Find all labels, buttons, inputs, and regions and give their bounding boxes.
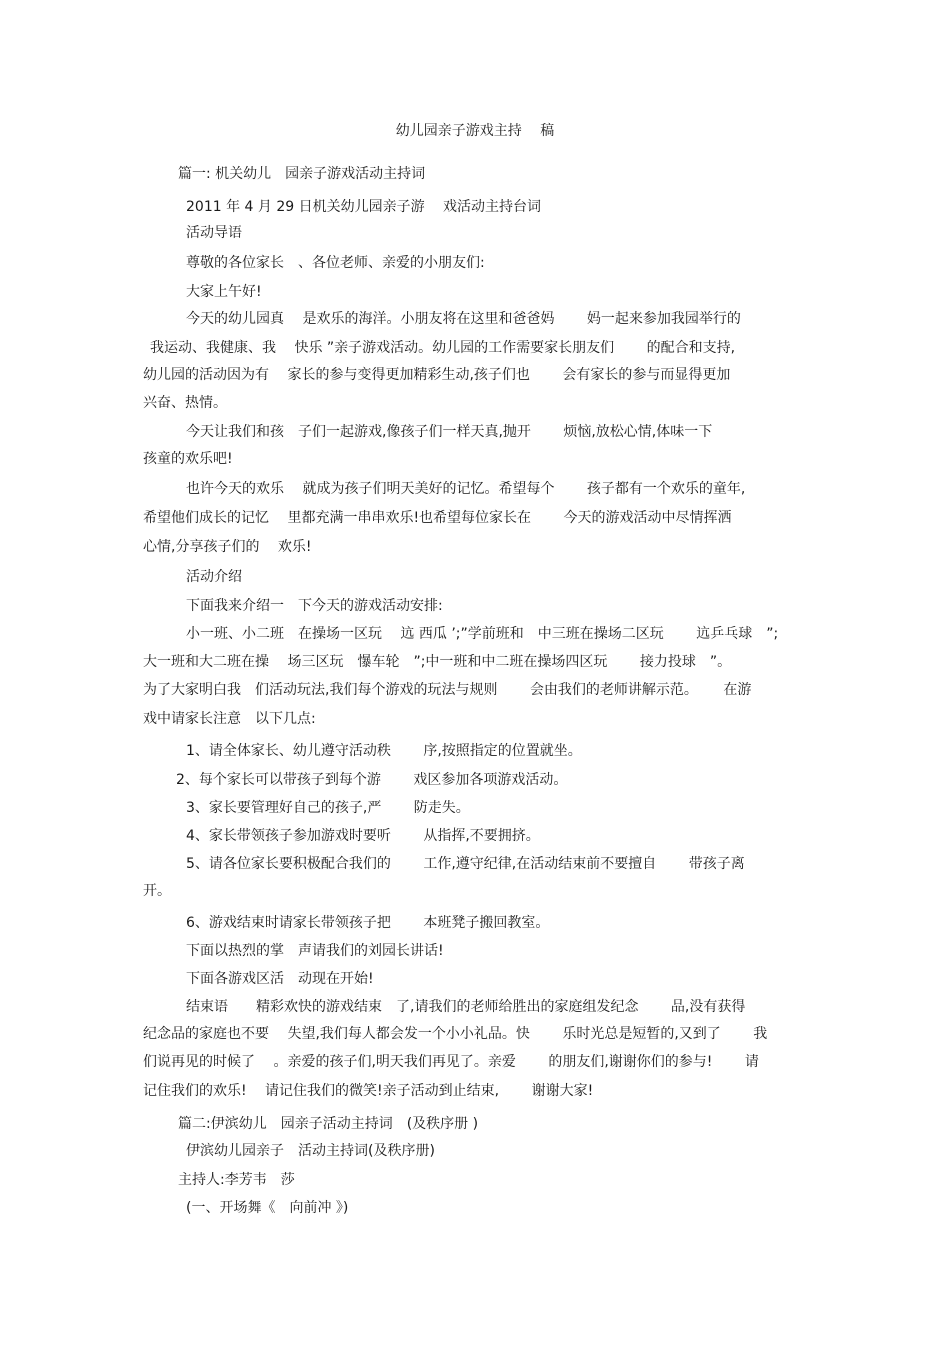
text-line: 今天的幼儿园真 是欢乐的海洋。小朋友将在这里和爸爸妈 妈一起来参加我园举行的	[186, 311, 741, 327]
text-line: 大家上午好!	[186, 284, 262, 300]
text-line: 今天让我们和孩 子们一起游戏,像孩子们一样天真,抛开 烦恼,放松心情,体味一下	[186, 424, 713, 440]
text-line: 我运动、我健康、我 快乐 ”亲子游戏活动。幼儿园的工作需要家长朋友们 的配合和支持,	[150, 340, 736, 356]
subheading-intro: 活动导语	[186, 225, 242, 241]
text-line: 幼儿园的活动因为有 家长的参与变得更加精彩生动,孩子们也 会有家长的参与而显得更加	[143, 367, 731, 383]
text-line: 伊滨幼儿园亲子 活动主持词(及秩序册)	[186, 1143, 435, 1159]
section-heading-1: 篇一: 机关幼儿 园亲子游戏活动主持词	[178, 166, 426, 182]
text-line: 也许今天的欢乐 就成为孩子们明天美好的记忆。希望每个 孩子都有一个欢乐的童年,	[186, 481, 746, 497]
list-item: 1、请全体家长、幼儿遵守活动秩 序,按照指定的位置就坐。	[186, 743, 582, 759]
subheading-activity: 活动介绍	[186, 569, 242, 585]
text-line: 尊敬的各位家长 、各位老师、亲爱的小朋友们:	[186, 255, 485, 271]
text-line: 大一班和大二班在操 场三区玩 懪车轮 ”;中一班和中二班在操场四区玩 接力投球 ”。	[143, 654, 732, 670]
text-line: 希望他们成长的记忆 里都充满一串串欢乐!也希望每位家长在 今天的游戏活动中尽情挥洒	[143, 510, 732, 526]
text-line: 们说再见的时候了 。亲爱的孩子们,明天我们再见了。亲爱 的朋友们,谢谢你们的参与! 请	[143, 1054, 759, 1070]
text-line: 为了大家明白我 们活动玩法,我们每个游戏的玩法与规则 会由我们的老师讲解示范。 在游	[143, 682, 752, 698]
document-title: 幼儿园亲子游戏主持 稿	[395, 123, 555, 139]
text-line: 孩童的欢乐吧!	[143, 451, 233, 467]
text-line: 纪念品的家庭也不要 失望,我们每人都会发一个小小礼品。快 乐时光总是短暂的,又到了 我	[143, 1026, 768, 1042]
text-line: 下面我来介绍一 下今天的游戏活动安排:	[186, 598, 443, 614]
text-line: 结束语 精彩欢快的游戏结束 了,请我们的老师给胜出的家庭组发纪念 品,没有获得	[186, 999, 746, 1015]
text-line: 兴奋、热情。	[143, 395, 227, 411]
text-line: 心情,分享孩子们的 欢乐!	[143, 539, 312, 555]
text-line: 记住我们的欢乐! 请记住我们的微笑!亲子活动到止结束, 谢谢大家!	[143, 1083, 594, 1099]
list-item: 6、游戏结束时请家长带领孩子把 本班凳子搬回教室。	[186, 915, 550, 931]
list-item: 4、家长带领孩子参加游戏时要听 从指挥,不要拥挤。	[186, 828, 540, 844]
list-item: 2、每个家长可以带孩子到每个游 戏区参加各项游戏活动。	[176, 772, 568, 788]
list-item: 5、请各位家长要积极配合我们的 工作,遵守纪律,在活动结束前不要擅自 带孩子离	[186, 856, 745, 872]
list-item: 3、家长要管理好自己的孩子,严 防走失。	[186, 800, 470, 816]
text-line: (一、开场舞《 向前冲 》)	[186, 1200, 349, 1216]
text-line: 小一班、小二班 在操场一区玩 迒 西瓜 ’;”学前班和 中三班在操场二区玩 迒乒乓球 ”;	[186, 626, 779, 642]
section-heading-2: 篇二:伊滨幼儿 园亲子活动主持词 (及秩序册 )	[178, 1116, 479, 1132]
text-line: 主持人:李芳韦 莎	[178, 1172, 295, 1188]
text-line: 戏中请家长注意 以下几点:	[143, 711, 316, 727]
text-line: 开。	[143, 883, 171, 899]
text-line: 2011 年 4 月 29 日机关幼儿园亲子游 戏活动主持台词	[186, 199, 542, 215]
text-line: 下面各游戏区活 动现在开始!	[186, 971, 374, 987]
text-line: 下面以热烈的掌 声请我们的刘园长讲话!	[186, 943, 444, 959]
